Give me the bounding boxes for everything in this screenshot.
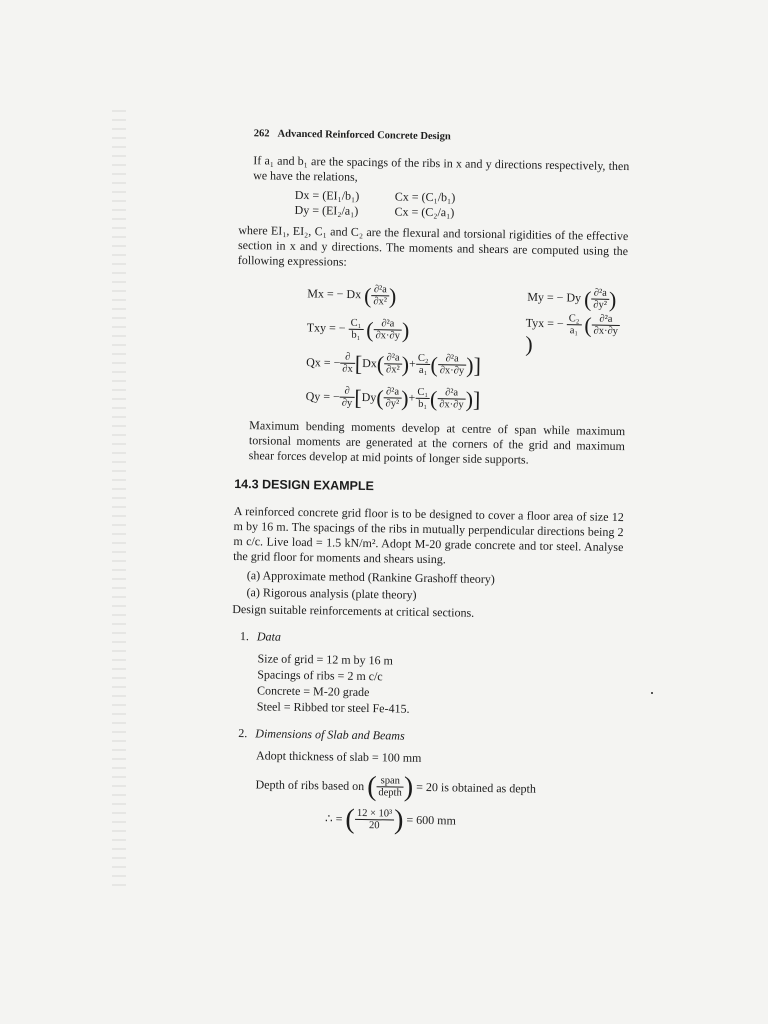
eq-txy: Txy = − $\frac{\text{C₁}}{\text{b₁}}$ ( $\frac{\text{∂²a}}{\partial x\cdot\partial y}$ ) xyxy=(306,316,410,343)
data-line: Concrete = M-20 grade xyxy=(256,683,370,700)
book-page xyxy=(229,120,630,835)
item-2-heading: 2. Dimensions of Slab and Beams xyxy=(238,726,405,743)
slab-line: Adopt thickness of slab = 100 mm xyxy=(255,748,422,765)
relations xyxy=(294,188,628,223)
eq-qy: Qy = − $\frac{\partial}{\partial y}$ [ Dy ( $\frac{\text{∂²a}}{\text{∂y²}}$ ) + $\frac{\text{C₁}}{\text{b₁}}$ ( $\frac{\text{∂²a}}{\partial x\cdot\partial y}$ )] xyxy=(305,384,481,412)
relation-cx2: Cx = (C₂/a₁) xyxy=(394,204,455,220)
book-title: Advanced Reinforced Concrete Design xyxy=(277,128,451,143)
item-1-heading: 1. Data xyxy=(239,629,281,644)
page-header xyxy=(240,126,630,147)
data-line: Size of grid = 12 m by 16 m xyxy=(257,651,394,668)
method-item-a: (a) Approximate method (Rankine Grashoff theory) xyxy=(246,568,495,587)
data-line: Steel = Ribbed tor steel Fe-415. xyxy=(256,699,410,716)
intro-paragraph: If a₁ and b₁ are the spacings of the ribs in x and y directions respectively, then we have the relations, xyxy=(253,153,630,184)
section-heading: 14.3 DESIGN EXAMPLE xyxy=(234,476,375,494)
speck xyxy=(651,692,653,694)
where-paragraph: where EI₁, EI₂, C₁ and C₂ are the flexural and torsional rigidities of the effective section in x and y directions. The moments and shears are computed using the following expressions: xyxy=(237,222,629,269)
relation-dy: Dy = (EI₂/a₁) xyxy=(294,202,359,218)
eq-my: My = − Dy ( $\frac{\text{∂²a}}{\text{∂y²}}$ ) xyxy=(527,285,617,312)
page-number: 262 xyxy=(253,128,270,140)
eq-mx: Mx = − Dx ( $\frac{\text{∂²a}}{\text{∂x²}}$ ) xyxy=(307,282,397,308)
method-item-b: (a) Rigorous analysis (plate theory) xyxy=(246,585,417,602)
max-moments-paragraph: Maximum bending moments develop at centre of span while maximum torsional moments are generated at the corners of the grid and maximum shear forces develop at mid points of longer side supports. xyxy=(248,418,626,467)
relation-dx: Dx = (EI₁/b₁) xyxy=(294,187,360,203)
design-line: Design suitable reinforcements at critical sections. xyxy=(232,601,475,620)
depth-calculation: ∴ = ( $\frac{\text{12 × 10³}}{20}$ ) = 600 mm xyxy=(324,803,456,836)
relation-cx: Cx = (C₁/b₁) xyxy=(394,189,456,205)
data-list xyxy=(257,650,622,720)
data-line: Spacings of ribs = 2 m c/c xyxy=(257,667,383,684)
scan-edge-artifact xyxy=(112,110,126,890)
depth-row: Depth of ribs based on ( $\frac{\text{span}}{\text{depth}}$ ) = 20 is obtained as depth xyxy=(255,771,537,803)
problem-paragraph: A reinforced concrete grid floor is to be designed to cover a floor area of size 12 m by 16 m. The spacings of the ribs in mutually perpendicular directions being 2 m c/c. Live load = 1.5 kN/m². Adopt M-20 grade concrete and tor steel. Analyse the grid floor for moments and shears using. xyxy=(233,503,624,567)
equations xyxy=(235,276,627,418)
eq-tyx: Tyx = − $\frac{\text{C₂}}{\text{a₁}}$ ( $\frac{\text{∂²a}}{\partial x\cdot\partial y}$ ) xyxy=(525,312,627,352)
eq-qx: Qx = − $\frac{\partial}{\partial x}$ [ Dx ( $\frac{\text{∂²a}}{\text{∂x²}}$ ) + $\frac{\text{C₂}}{\text{a₁}}$ ( $\frac{\text{∂²a}}{\partial x\cdot\partial y}$ )] xyxy=(306,350,482,378)
